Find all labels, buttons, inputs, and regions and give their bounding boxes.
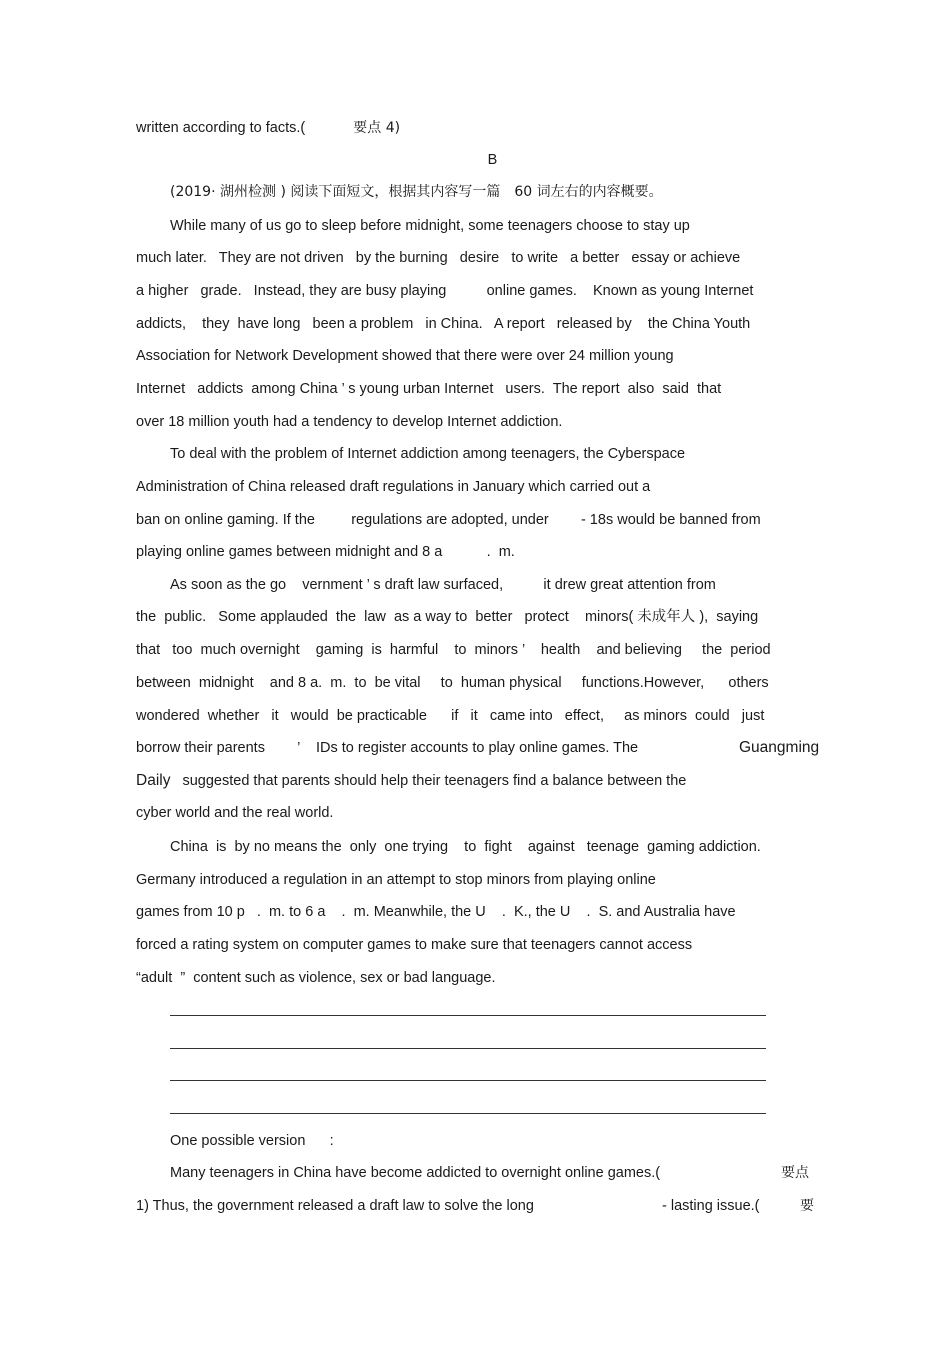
p3-line-8: cyber world and the real world. [136, 805, 334, 821]
p4-line-1: China is by no means the only one trying to fight against teenage gaming addiction. [170, 839, 761, 855]
p3-line-6: borrow their parents ’ IDs to register accounts to play online games. The [136, 740, 639, 756]
newspaper-name-part2: Daily [136, 772, 171, 789]
p2-line-2: Administration of China released draft regulations in January which carried out a [136, 479, 651, 495]
answer-line[interactable] [170, 1015, 766, 1016]
p3-line-5: wondered whether it would be practicable if it came into effect, as minors could just [136, 708, 765, 724]
p1-line-5: Association for Network Development showed that there were over 24 million young [136, 348, 674, 364]
p3-line-7 [136, 771, 814, 791]
p3-line-3: that too much overnight gaming is harmful to minors ’ health and believing the period [136, 642, 771, 658]
p3-line-2: the public. Some applauded the law as a way to better protect minors( 未成年人 ), saying [136, 609, 759, 625]
p1-line-2: much later. They are not driven by the burning desire to write a better essay or achieve [136, 250, 741, 266]
answer-line-2-text: 1) Thus, the government released a draft law to solve the long [136, 1198, 534, 1214]
newspaper-name-part1: Guangming [739, 739, 820, 756]
answer-label: One possible version : [170, 1133, 334, 1149]
p4-line-4: forced a rating system on computer games to make sure that teenagers cannot access [136, 937, 693, 953]
p1-line-4: addicts, they have long been a problem in China. A report released by the China Youth [136, 316, 751, 332]
answer-line-2-marker: 要 [800, 1198, 814, 1214]
answer-line-2-mid: - lasting issue.( [662, 1198, 760, 1214]
p1-line-6: Internet addicts among China ’ s young urban Internet users. The report also said that [136, 381, 722, 397]
intro-tail-text: written according to facts.( [136, 120, 306, 136]
p3-line-4: between midnight and 8 a. m. to be vital to human physical functions.However, others [136, 675, 769, 691]
p4-line-3: games from 10 p . m. to 6 a . m. Meanwhile, the U . K., the U . S. and Australia have [136, 904, 736, 920]
answer-line-1-text: Many teenagers in China have become addicted to overnight online games.( [170, 1165, 661, 1181]
answer-line-1 [170, 1163, 814, 1183]
answer-line-1-marker: 要点 [781, 1165, 809, 1181]
intro-tail-line [136, 118, 814, 138]
p2-line-3: ban on online gaming. If the regulations are adopted, under - 18s would be banned from [136, 512, 761, 528]
answer-line-2 [136, 1196, 814, 1216]
p1-line-7: over 18 million youth had a tendency to develop Internet addiction. [136, 414, 563, 430]
task-instruction: (2019· 湖州检测 ) 阅读下面短文，根据其内容写一篇 60 词左右的内容概要。 [170, 184, 663, 200]
answer-line[interactable] [170, 1080, 766, 1081]
section-label: B [487, 152, 498, 168]
p1-line-1: While many of us go to sleep before midnight, some teenagers choose to stay up [170, 218, 690, 234]
intro-tail-marker: 要点 4) [353, 120, 401, 136]
p1-line-3: a higher grade. Instead, they are busy playing online games. Known as young Internet [136, 283, 754, 299]
answer-line[interactable] [170, 1048, 766, 1049]
answer-line[interactable] [170, 1113, 766, 1114]
p2-line-1: To deal with the problem of Internet addiction among teenagers, the Cyberspace [170, 446, 686, 462]
p3-line-7-text: suggested that parents should help their teenagers find a balance between the [182, 773, 687, 789]
p4-line-5: “adult ” content such as violence, sex or bad language. [136, 970, 496, 986]
p4-line-2: Germany introduced a regulation in an attempt to stop minors from playing online [136, 872, 656, 888]
p3-line-1: As soon as the go vernment ’ s draft law surfaced, it drew great attention from [170, 577, 716, 593]
p2-line-4: playing online games between midnight and 8 a . m. [136, 544, 515, 560]
